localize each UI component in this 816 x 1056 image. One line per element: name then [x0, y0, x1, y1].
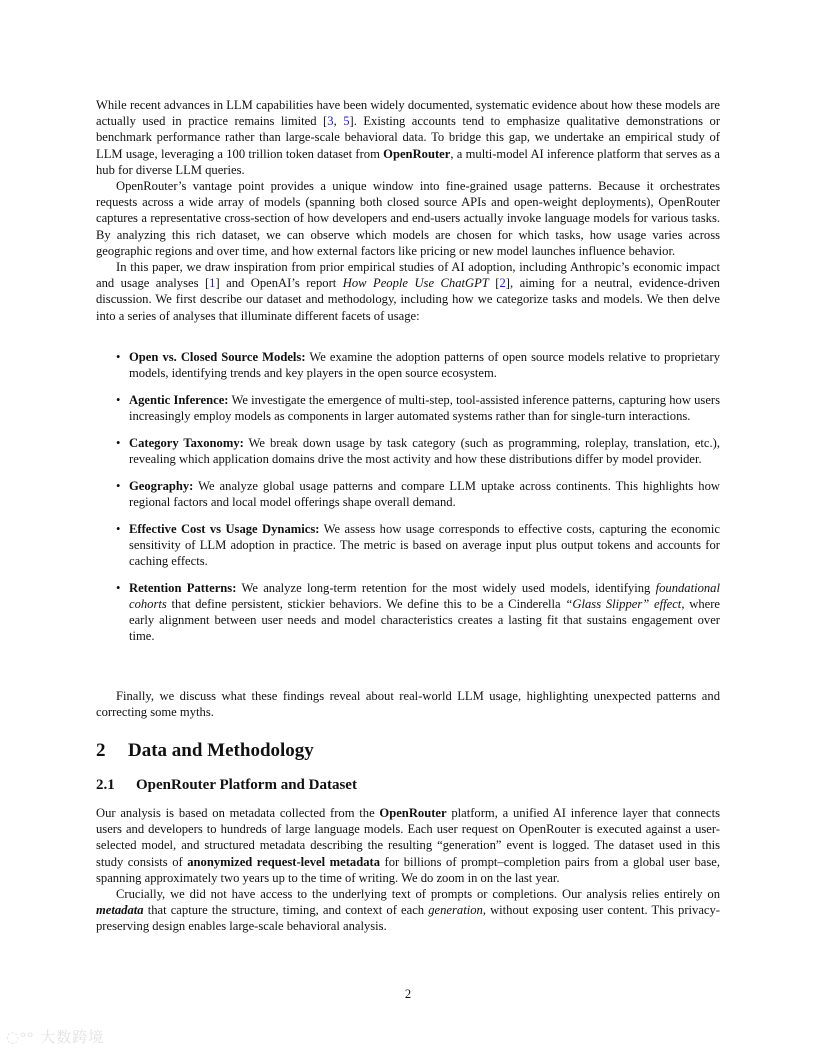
paragraph [96, 97, 720, 178]
paragraph [96, 688, 720, 720]
text-run: metadata [96, 903, 144, 918]
watermark-logo: ◌ᵒᵒ 大数跨境 [6, 1028, 105, 1046]
subsection-heading: 2.1 OpenRouter Platform and Dataset [96, 777, 357, 793]
text-run: foundational cohorts [129, 580, 720, 611]
text-run: , [333, 114, 344, 129]
list-item [96, 478, 720, 510]
text-run: Finally, we discuss what these findings reveal about real-world LLM usage, highlighting unexpected patterns and correcting some myths. [96, 689, 720, 720]
text-run: ] and OpenAI’s report [215, 276, 343, 291]
text-run: Retention Patterns: [129, 580, 237, 595]
intro-text [96, 97, 720, 324]
text-run: In this paper, we draw inspiration from prior empirical studies of AI adoption, including Anthropic’s economic impact and usage analyses [ [96, 260, 720, 291]
text-run: platform, a unified AI inference layer that connects users and developers to hundreds of large language models. Each user request on OpenRouter is executed against a user-selected model, and structured metadata describing the resulting “generation” event is logged. The dataset used in this study consists of [96, 806, 720, 869]
text-run: Category Taxonomy: [129, 435, 244, 450]
text-run: Agentic Inference: [129, 392, 229, 407]
text-run: OpenRouter [383, 146, 451, 161]
text-run: Crucially, we did not have access to the underlying text of prompts or completions. Our analysis relies entirely on [116, 887, 720, 902]
text-run: Our analysis is based on metadata collected from the [96, 806, 380, 820]
text-run: that capture the structure, timing, and context of each [143, 903, 429, 918]
text-run: , where early alignment between user needs and model characteristics creates a lasting fit that sustains engagement over time. [129, 596, 720, 644]
text-run: While recent advances in LLM capabilities have been widely documented, systematic evidence about how these models are actually used in practice remains limited [ [96, 98, 720, 129]
text-run: anonymized request-level metadata [187, 854, 380, 869]
text-run: We examine the adoption patterns of open source models relative to proprietary models, identifying trends and key players in the open source ecosystem. [129, 350, 720, 381]
text-run: We analyze long-term retention for the most widely used models, identifying [236, 580, 656, 595]
list-item [96, 580, 720, 645]
text-run: that define persistent, stickier behaviors. We define this to be a Cinderella [166, 596, 566, 611]
page-number: 2 [404, 987, 412, 1001]
text-run: , without exposing user content. This privacy-preserving design enables large-scale behavioral analysis. [96, 903, 720, 934]
bullet-icon: • [116, 580, 121, 595]
citation-link[interactable]: 1 [209, 276, 216, 291]
text-run: Geography: [129, 478, 194, 493]
text-run: ], aiming for a neutral, evidence-driven discussion. We first describe our dataset and methodology, including how we categorize tasks and models. We then delve into a series of analyses that illuminate different facets of usage: [96, 276, 720, 323]
paragraph [96, 886, 720, 935]
list-item [96, 349, 720, 381]
text-run: for billions of prompt–completion pairs from a global user base, spanning approximately two years up to the time of writing. We do zoom in on the last year. [96, 854, 720, 885]
paragraph [96, 259, 720, 324]
text-run: We break down usage by task category (such as programming, roleplay, translation, etc.), revealing which application domains drive the most activity and how these distributions differ by model provider. [129, 435, 720, 467]
paragraph [96, 178, 720, 259]
list-item [96, 521, 720, 570]
closing-paragraph [96, 688, 720, 720]
text-run: OpenRouter’s vantage point provides a unique window into fine-grained usage patterns. Because it orchestrates requests across a wide array of models (spanning both closed source APIs and open-weight deployments), OpenRouter captures a representative cross-section of how developers and end-users actually invoke language models for various tasks. By analyzing this rich dataset, we can observe which models are chosen for which tasks, how usage varies across geographic regions and over time, and how external factors like pricing or new model launches influence behavior. [96, 179, 720, 258]
section-body [96, 805, 720, 935]
bullet-icon: • [116, 392, 121, 407]
text-run: We analyze global usage patterns and compare LLM uptake across continents. This highlights how regional factors and local model offerings shape overall demand. [129, 478, 720, 509]
text-run: ]. Existing accounts tend to emphasize qualitative demonstrations or benchmark performance rather than large-scale behavioral data. To bridge this gap, we undertake an empirical study of LLM usage, leveraging a 100 trillion token dataset from [96, 114, 721, 161]
bullet-icon: • [116, 521, 121, 536]
text-run: We assess how usage corresponds to effective costs, capturing the economic sensitivity of LLM adoption in practice. The metric is based on average input plus output tokens and accounts for caching effects. [129, 521, 721, 569]
list-item [96, 392, 720, 424]
section-heading: 2 Data and Methodology [96, 740, 314, 761]
bullet-icon: • [116, 435, 121, 450]
text-run: Open vs. Closed Source Models: [129, 350, 306, 364]
text-run: “Glass Slipper” effect [565, 596, 682, 611]
bullet-icon: • [116, 478, 121, 493]
text-run: Effective Cost vs Usage Dynamics: [129, 521, 320, 536]
citation-link[interactable]: 2 [499, 276, 506, 291]
text-run: How People Use ChatGPT [342, 276, 489, 291]
citation-link[interactable]: 3 [327, 114, 334, 129]
text-run: , a multi-model AI inference platform that serves as a hub for diverse LLM queries. [96, 146, 720, 177]
text-run: [ [488, 276, 500, 291]
list-item [96, 435, 720, 467]
text-run: OpenRouter [379, 806, 447, 820]
paragraph [96, 805, 720, 886]
citation-link[interactable]: 5 [343, 114, 350, 129]
bullet-icon: • [116, 350, 121, 364]
text-run: We investigate the emergence of multi-step, tool-assisted inference patterns, capturing how users increasingly employ models as components in larger automated systems rather than for single-turn interactions. [129, 392, 720, 424]
analysis-list [96, 349, 720, 655]
text-run: generation [428, 903, 483, 918]
